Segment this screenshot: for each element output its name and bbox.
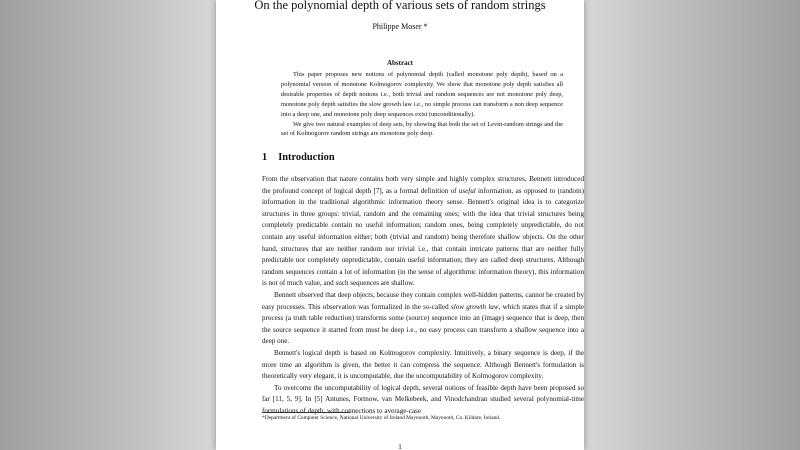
- abstract-text: [281, 70, 563, 139]
- body-paragraph-4: To overcome the uncomputability of logical depth, several notions of feasible depth have been proposed so far [11, 5, 9]. In [5] Antunes, Fortnow, van Melkebeek, and Vinodchandran studied several polynomial-time formulations of depth, with connections to average-case: [262, 383, 584, 415]
- page-number: 1: [398, 442, 402, 450]
- paper-author: Philippe Moser *: [372, 22, 428, 31]
- abstract-paragraph-2: We give two natural examples of deep sets, by showing that both the set of Levin-random strings and the set of Kolmogorov random strings are monotone poly deep.: [281, 120, 563, 138]
- body-paragraph-2: [262, 290, 584, 348]
- paper-title: On the polynomial depth of various sets of random strings: [254, 0, 546, 12]
- body-text: [262, 174, 584, 417]
- p1-text-b: information, as opposed to (random) information in the traditional algorithmic information theory sense. Bennett's original idea is to categorize structures in three groups: trivial, random and the remaining ones; with the idea that trivial structures being completely predictable contain no useful information; random ones, being completely unpredictable, do not contain any useful information either; both (trivial and random) being therefore shallow objects. On the other hand, structures that are neither random nor trivial i.e., that contain intricate patterns that are neither fully predictable nor completely unpredictable, contain useful information; they are called deep structures. Although random sequences contain a lot of information (in the sense of algorithmic information theory), this information is not of much value, and such sequences are shallow.: [262, 186, 584, 288]
- abstract-paragraph-1: This paper proposes new notions of polynomial depth (called monotone poly depth), based on a polynomial version of monotone Kolmogorov complexity. We show that monotone poly depth satisfies all desirable properties of depth notions i.e., both trivial and random sequences are not monotone poly deep, monotone poly depth satisfies the slow growth law i.e., no simple process can transform a non deep sequence into a deep one, and monotone poly deep sequences exist (unconditionally).: [281, 71, 563, 118]
- section-title: Introduction: [278, 152, 335, 163]
- paper-page: [216, 0, 584, 450]
- section-heading: [262, 152, 335, 163]
- p1-emphasis: useful: [458, 186, 476, 195]
- section-number: 1: [262, 152, 268, 163]
- p1-text-a: From the observation that nature contains both very simple and highly complex structures, Bennett introduced the profound concept of logical depth [7], as a formal definition of: [262, 175, 584, 195]
- body-paragraph-3: Bennett's logical depth is based on Kolmogorov complexity. Intuitively, a binary sequence is deep, if the more time an algorithm is given, the better it can compress the sequence. Although Bennett's formulation is theoretically very elegant, it is uncomputable, due the uncomputability of Kolmogorov complexity.: [262, 348, 584, 381]
- footnote: *Department of Computer Science, National University of Ireland Maynooth, Maynooth, Co. Kildare, Ireland.: [262, 415, 501, 421]
- p2-text-a: Bennett observed that deep objects, because they contain complex well-hidden patterns, cannot be created by easy processes. This observation was formalized in the so-called: [262, 290, 584, 311]
- abstract-heading: Abstract: [386, 59, 414, 67]
- p2-text-b: , which states that if a simple process (a truth table reduction) transforms some (source) sequence into an (image) sequence that is deep, then the source sequence it started from must be deep i.e., no easy process can transform a shallow sequence into a deep one.: [262, 302, 584, 346]
- footnote-rule: [262, 412, 350, 413]
- body-paragraph-1: [262, 174, 584, 290]
- p2-emphasis: slow growth law: [450, 302, 499, 311]
